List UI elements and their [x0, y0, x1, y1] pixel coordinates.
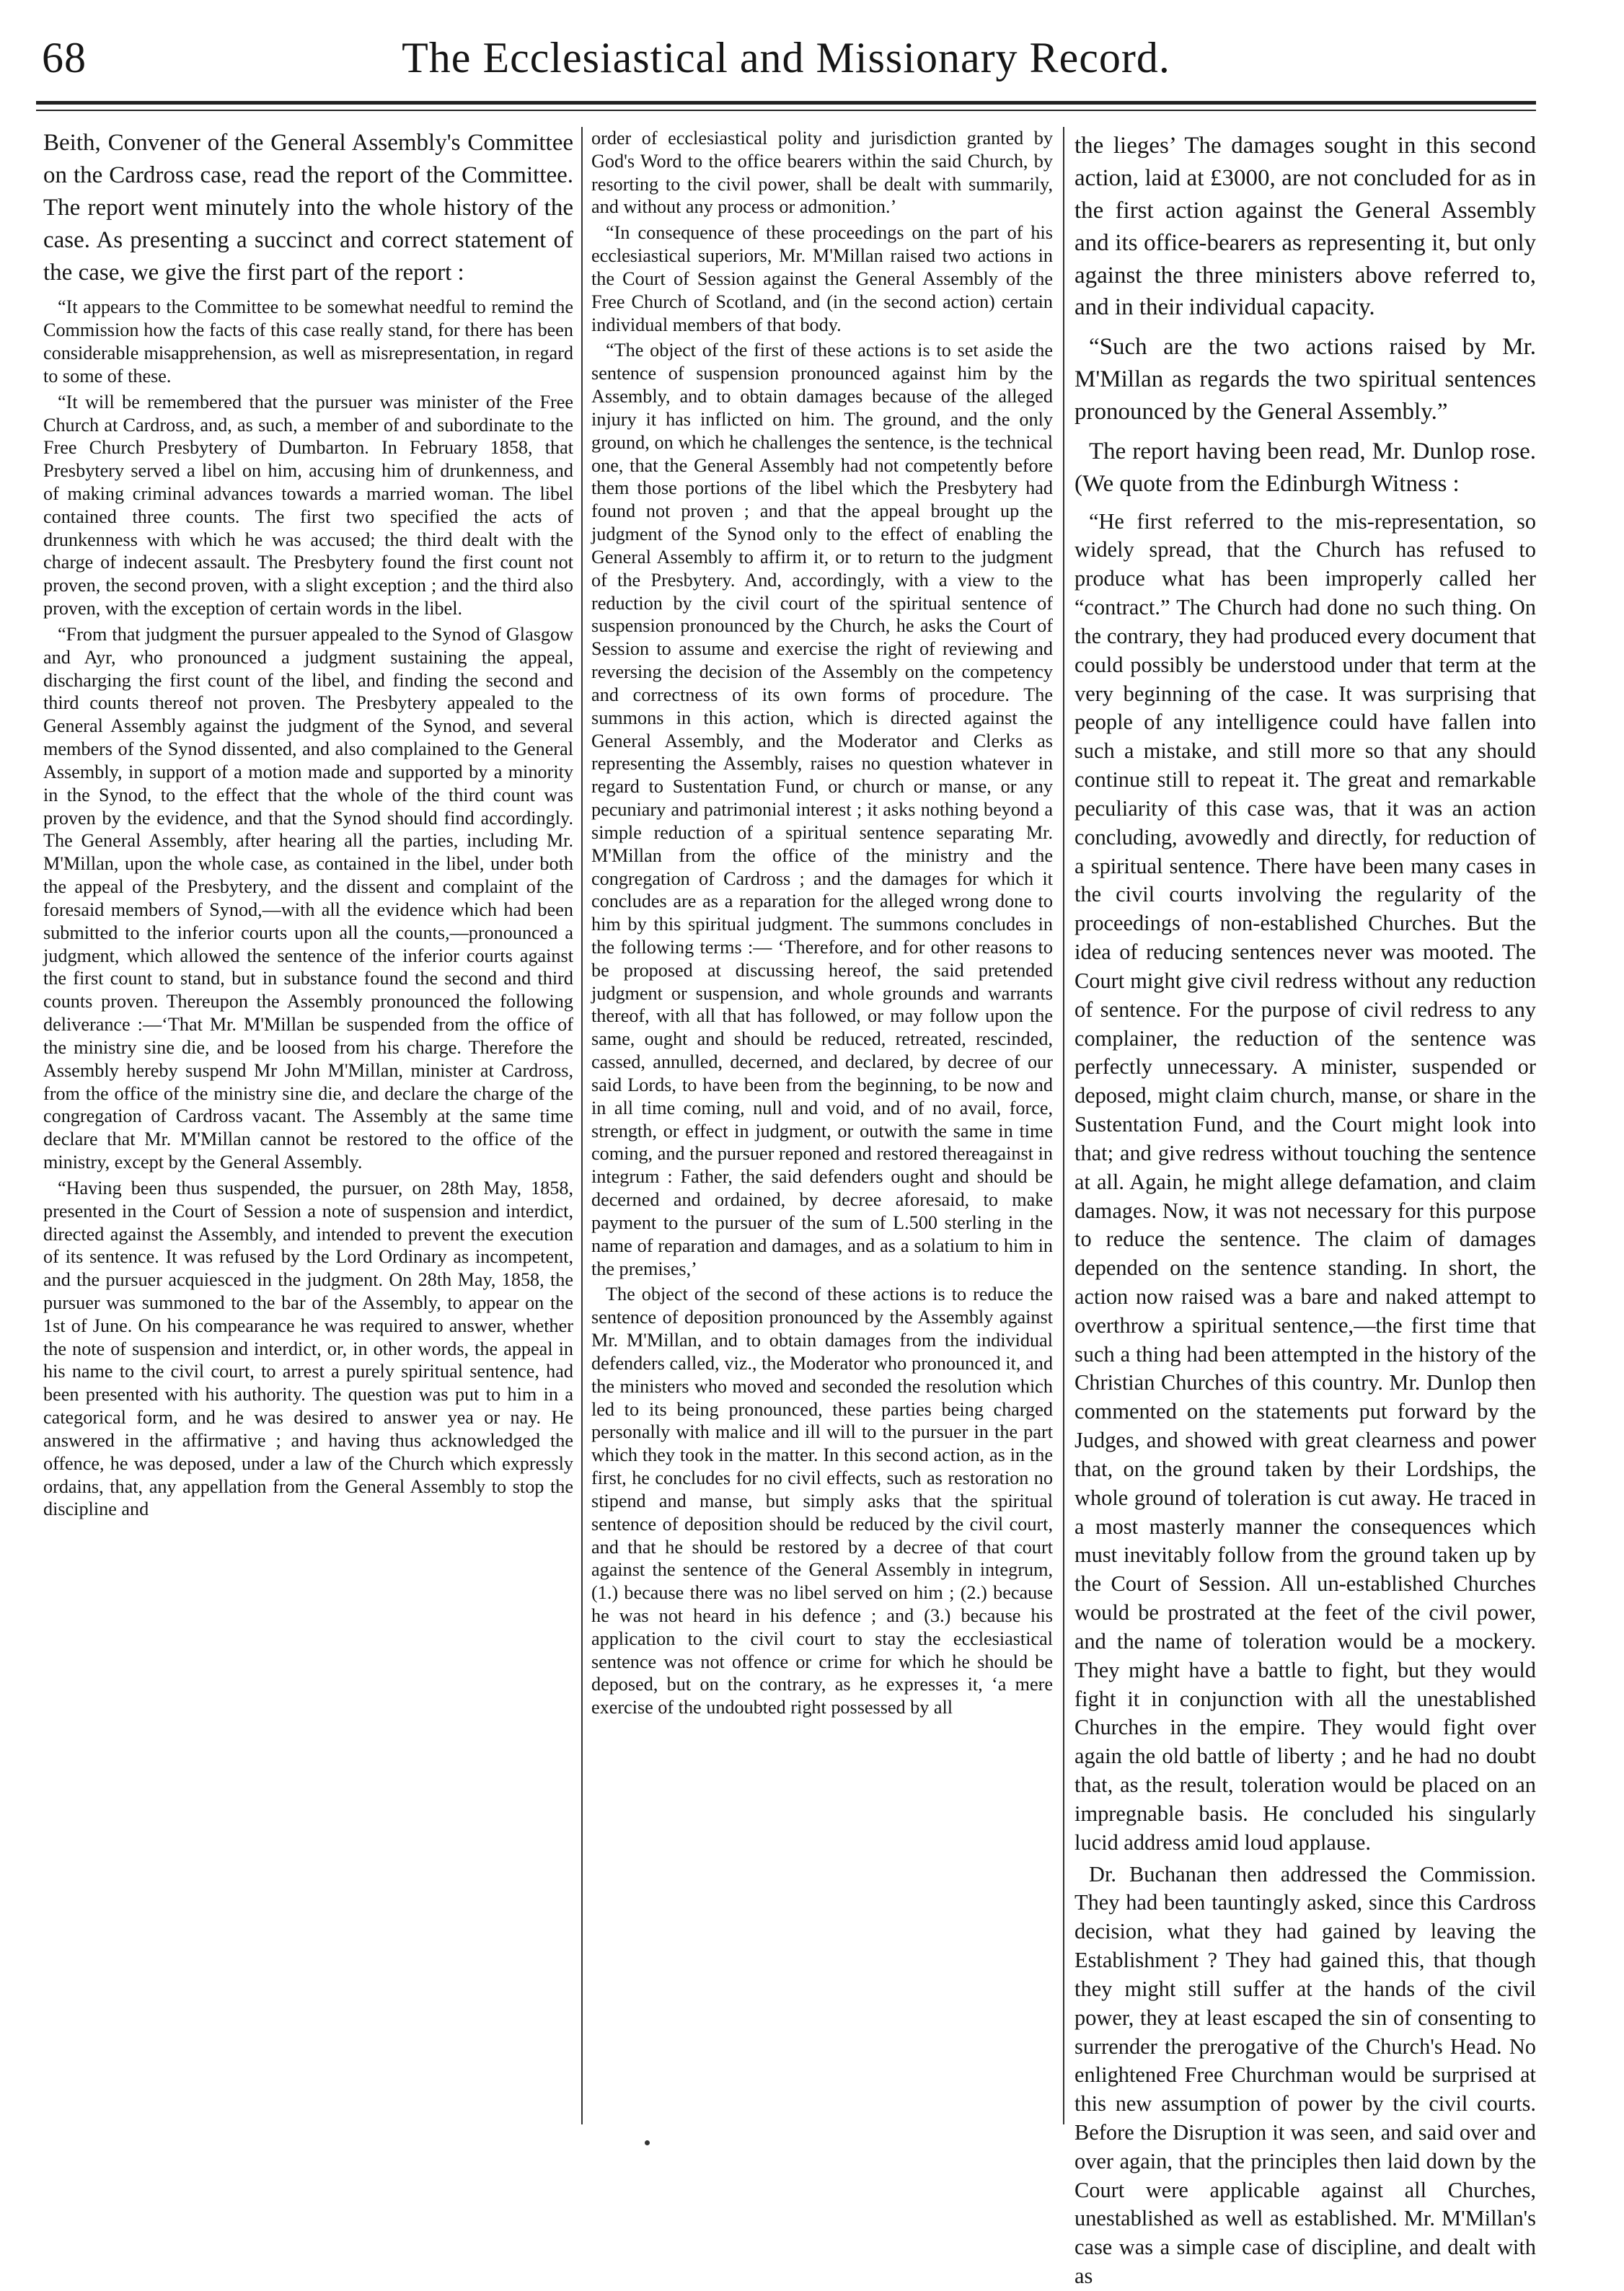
column-divider-1 [581, 127, 583, 2124]
column-divider-2 [1063, 127, 1064, 2124]
paragraph: “He first referred to the mis-representation, so widely spread, that the Church has refused to produce what has been improperly called her “contract.” The Church had done no such thing. On the contrary, they had produced every document that could possibly be understood under that term at the very beginning of the case. It was surprising that people of any intelligence could have fallen into such a mistake, and still more so that any should continue still to repeat it. The great and remarkable peculiarity of this case was, that it was an action concluding, avowedly and directly, for reduction of a spiritual sentence. There have been many cases in the civil courts involving the regularity of the proceedings of non-established Churches. But the idea of reducing sentences never was mooted. The Court might give civil redress without any reduction of sentence. For the purpose of civil redress to any complainer, the reduction of the sentence was perfectly unnecessary. A minister, suspended or deposed, might claim church, manse, or share in the Sustentation Fund, and the Court might look into that; and give redress without touching the sentence at all. Again, he might allege defamation, and claim damages. Now, it was not necessary for this purpose to reduce the sentence. The claim of damages depended on the sentence standing. In short, the action now raised was a bare and naked attempt to overthrow a spiritual sentence,—the first time that such a thing had been attempted in the history of the Christian Churches of this country. Mr. Dunlop then commented on the statements put forward by the Judges, and showed with great clearness and power that, on the ground taken by their Lordships, the whole ground of toleration is cut away. He traced in a most masterly manner the consequences which must inevitably follow from the ground taken up by the Court of Session. All un-established Churches would be prostrated at the feet of the civil power, and the name of toleration would be a mockery. They might have a battle to fight, but they would fight it in conjunction with all the unestablished Churches in the empire. They would fight over again the old battle of liberty ; and he had no doubt that, as the result, toleration would be placed on an impregnable basis. He concluded his singularly lucid address amid loud applause. [1074, 508, 1536, 1855]
paragraph: “Having been thus suspended, the pursuer, on 28th May, 1858, presented in the Court of Session a note of suspension and interdict, directed against the Assembly, and intended to prevent the execution of its sentence. It was refused by the Lord Ordinary as incompetent, and the pursuer acquiesced in the judgment. On 28th May, 1858, the pursuer was summoned to the bar of the Assembly, to appear on the 1st of June. On his compearance he was required to answer, whether the note of suspension and interdict, or, in other words, the appeal in his name to the civil court, to arrest a purely spiritual sentence, had been presented with his authority. The question was put to him in a categorical form, and he was desired to answer yea or nay. He answered in the affirmative ; and having thus acknowledged the offence, he was deposed, under a law of the Church which expressly ordains, that, any appellation from the General Assembly to stop the discipline and [43, 1177, 573, 1520]
column-1 [43, 127, 573, 2132]
column-3 [1074, 127, 1536, 2289]
header-rule-thin [36, 110, 1536, 111]
paragraph: “It will be remembered that the pursuer was minister of the Free Church at Cardross, and, as such, a member of and subordinate to the Free Church Presbytery of Dumbarton. In February 1858, that Presbytery served a libel on him, accusing him of drunkenness, and of making criminal advances towards a married woman. The libel contained three counts. The first two specified the acts of drunkenness with which he was accused; the third dealt with the charge of indecent assault. The Presbytery found the first count not proven, the second proven, with a slight exception ; and the third also proven, with the exception of certain words in the libel. [43, 391, 573, 619]
column-2 [591, 127, 1053, 2132]
header-rule-thick [36, 101, 1536, 105]
page-header [36, 29, 1536, 101]
printer-dot [645, 2140, 650, 2145]
paragraph: “From that judgment the pursuer appealed to the Synod of Glasgow and Ayr, who pronounced a judgment sustaining the appeal, discharging the first count of the libel, and finding the second and third counts thereof not proven. The Presbytery appealed to the General Assembly against the judgment of the Synod, and several members of the Synod dissented, and also complained to the General Assembly, in support of a motion made and supported by a minority in the Synod, to the effect that the whole of the third count was proven by the evidence, and that the Synod should find accordingly. The General Assembly, after hearing all the parties, including Mr. M'Millan, upon the whole case, as contained in the libel, under both the appeal of the Presbytery, and the dissent and complaint of the foresaid members of Synod,—with all the evidence which had been submitted to the inferior courts upon all the counts,—pronounced a judgment, which allowed the sentence of the inferior courts against the first count to stand, but in substance found the second and third counts proven. Thereupon the Assembly pronounced the following deliverance :—‘That Mr. M'Millan be suspended from the office of the ministry sine die, and be loosed from his charge. Therefore the Assembly hereby suspend Mr John M'Millan, minister at Cardross, from the office of the ministry sine die, and declare the charge of the congregation of Cardross vacant. The Assembly at the same time declare that Mr. M'Millan cannot be restored to the office of the ministry, except by the General Assembly. [43, 623, 573, 1173]
page-number: 68 [42, 34, 87, 81]
paragraph: Beith, Convener of the General Assembly's Committee on the Cardross case, read the report of the Committee. The report went minutely into the whole history of the case. As presenting a succinct and correct statement of the case, we give the first part of the report : [43, 130, 573, 286]
paragraph: the lieges’ The damages sought in this second action, laid at £3000, are not concluded for as in the first action against the General Assembly and its office-bearers as representing it, but only against the three ministers above referred to, and in their individual capacity. [1074, 133, 1536, 321]
paragraph: “In consequence of these proceedings on the part of his ecclesiastical superiors, Mr. M'Millan raised two actions in the Court of Session against the General Assembly of the Free Church of Scotland, and (in the second action) certain individual members of that body. [591, 222, 1053, 335]
paragraph: “The object of the first of these actions is to set aside the sentence of suspension pronounced against him by the Assembly, and to obtain damages because of the alleged injury it has inflicted on him. The ground, and the only ground, on which he challenges the sentence, is the technical one, that the General Assembly had not competently before them those portions of the libel which the Presbytery had found not proven ; and that the appeal brought up the judgment of the Synod only to the effect of enabling the General Assembly to affirm it, or to return to the judgment of the Presbytery. And, accordingly, with a view to the reduction by the civil court of the spiritual sentence of suspension pronounced by the Church, he asks the Court of Session to assume and exercise the right of reviewing and reversing the decision of the Assembly on the competency and correctness of its own forms of procedure. The summons in this action, which is directed against the General Assembly, and the Moderator and Clerks as representing the Assembly, raises no question whatever in regard to Sustentation Fund, or church or manse, or any pecuniary and patrimonial interest ; it asks nothing beyond a simple reduction of a spiritual sentence separating Mr. M'Millan from the office of the ministry and the congregation of Cardross ; and the damages for which it concludes are as a reparation for the alleged wrong done to him by this spiritual judgment. The summons concludes in the following terms :— ‘Therefore, and for other reasons to be proposed at discussing hereof, the said pretended judgment or suspension, and whole grounds and warrants thereof, with all that has followed, or may follow upon the same, ought and should be reduced, retreated, rescinded, cassed, annulled, decerned, and declared, by decree of our said Lords, to have been from the beginning, to be now and in all time coming, null and void, and of no avail, force, strength, or effect in judgment, or outwith the same in time coming, and the pursuer reponed and restored thereagainst in integrum : Father, the said defenders ought and should be decerned and ordained, by decree aforesaid, to make payment to the pursuer of the sum of L.500 sterling in the name of reparation and damages, and as a solatium to him in the premises,’ [591, 340, 1053, 1279]
paragraph: Dr. Buchanan then addressed the Commission. They had been tauntingly asked, since this Cardross decision, what they had gained by leaving the Establishment ? They had gained this, that though they might still suffer at the hands of the civil power, they at least escaped the sin of consenting to surrender the prerogative of the Church's Head. No enlightened Free Churchman would be surprised at this new assumption of power by the civil courts. Before the Disruption it was seen, and said over and over again, that the principles then laid down by the Court were applicable against all Churches, unestablished as well as established. Mr. M'Millan's case was a simple case of discipline, and dealt with as [1074, 1861, 1536, 2289]
paragraph: The object of the second of these actions is to reduce the sentence of deposition pronounced by the Assembly against Mr. M'Millan, and to obtain damages from the individual defenders called, viz., the Moderator who pronounced it, and the ministers who moved and seconded the resolution which led to its being pronounced, these parties being charged personally with malice and ill will to the pursuer in the part which they took in the matter. In this second action, as in the first, he concludes for no civil effects, such as restoration no stipend and manse, but simply asks that the spiritual sentence of deposition should be reduced by the civil court, and that he should be restored by a decree of that court against the sentence of the General Assembly in integrum, (1.) because there was no libel served on him ; (2.) because he was not heard in his defence ; and (3.) because his application to the civil court to stay the ecclesiastical sentence was not offence or crime for which he should be deposed, but on the contrary, as he expresses it, ‘a mere exercise of the undoubted right possessed by all [591, 1284, 1053, 1718]
paragraph: The report having been read, Mr. Dunlop rose. (We quote from the Edinburgh Witness : [1074, 438, 1536, 497]
journal-title: The Ecclesiastical and Missionary Record. [402, 34, 1170, 81]
paragraph: “It appears to the Committee to be somewhat needful to remind the Commission how the facts of this case really stand, for there has been considerable misapprehension, as well as misrepresentation, in regard to some of these. [43, 296, 573, 387]
paragraph: “Such are the two actions raised by Mr. M'Millan as regards the two spiritual sentences pronounced by the General Assembly.” [1074, 334, 1536, 425]
paragraph: order of ecclesiastical polity and jurisdiction granted by God's Word to the office bearers within the said Church, by resorting to the civil power, shall be dealt with summarily, and without any process or admonition.’ [591, 128, 1053, 218]
